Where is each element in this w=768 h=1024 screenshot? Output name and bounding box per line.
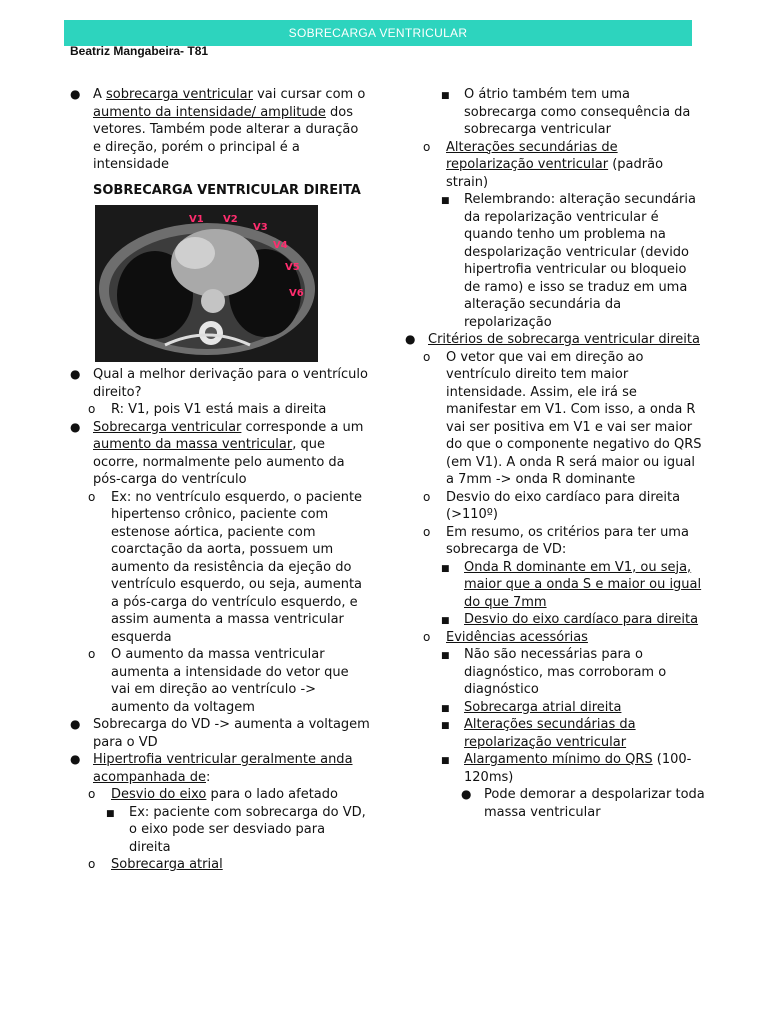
circle-bullet-icon: o xyxy=(423,139,431,154)
list-item: o Sobrecarga atrial xyxy=(88,857,223,872)
ecg-lead-label: V4 xyxy=(273,240,288,251)
list-item: o Alterações secundárias de repolarização ventricular (padrão strain) xyxy=(423,139,664,190)
list-item: ● Critérios de sobrecarga ventricular direita xyxy=(405,332,700,347)
left-column xyxy=(70,86,370,874)
ct-scan-graphic xyxy=(95,205,318,362)
list-item: ● Qual a melhor derivação para o ventrículo direito? xyxy=(70,367,368,400)
list-item: o Desvio do eixo para o lado afetado xyxy=(88,787,338,802)
square-bullet-icon: ■ xyxy=(441,196,450,206)
document-header-bar xyxy=(64,20,692,46)
list-item: ■ Alargamento mínimo do QRS (100-120ms) xyxy=(441,752,692,785)
section-heading: SOBRECARGA VENTRICULAR DIREITA xyxy=(93,182,361,198)
circle-bullet-icon: o xyxy=(423,524,431,539)
document-title: SOBRECARGA VENTRICULAR xyxy=(288,26,468,40)
right-column xyxy=(405,86,705,821)
list-item: ● A sobrecarga ventricular vai cursar com o aumento da intensidade/ amplitude dos vetores. Também pode alterar a duração e direção, porém o principal é a intensidade xyxy=(70,87,366,172)
list-item: ● Sobrecarga do VD -> aumenta a voltagem para o VD xyxy=(70,717,370,750)
bullet-icon: ● xyxy=(70,419,81,434)
circle-bullet-icon: o xyxy=(88,857,96,871)
list-item: ■ Não são necessárias para o diagnóstico, mas corroboram o diagnóstico xyxy=(441,647,667,697)
list-item: ● Hipertrofia ventricular geralmente anda acompanhada de: xyxy=(70,752,353,785)
circle-bullet-icon: o xyxy=(88,489,96,504)
square-bullet-icon: ■ xyxy=(441,563,450,574)
square-bullet-icon: ■ xyxy=(441,703,450,714)
bullet-icon: ● xyxy=(70,87,81,101)
list-item: o Evidências acessórias xyxy=(423,629,588,645)
square-bullet-icon: ■ xyxy=(441,756,450,766)
square-bullet-icon: ■ xyxy=(106,808,115,819)
ecg-lead-label: V6 xyxy=(289,288,304,299)
circle-bullet-icon: o xyxy=(88,647,96,661)
bullet-icon: ● xyxy=(461,787,472,801)
list-item: o Desvio do eixo cardíaco para direita (>110º) xyxy=(423,489,681,522)
square-bullet-icon: ■ xyxy=(441,616,450,626)
bullet-icon: ● xyxy=(70,367,81,381)
circle-bullet-icon: o xyxy=(88,787,96,801)
list-item: ■ O átrio também tem uma sobrecarga como consequência da sobrecarga ventricular xyxy=(441,87,691,137)
ecg-lead-label: V5 xyxy=(285,262,300,273)
list-item: o R: V1, pois V1 está mais a direita xyxy=(88,402,327,417)
square-bullet-icon: ■ xyxy=(441,91,450,101)
list-item: o O vetor que vai em direção ao ventrículo direito tem maior intensidade. Assim, ele irá se manifestar em V1. Com isso, a onda R vai ser positiva em V1 e vai ser maior do que o componente negativo do QRS (em V1). A onda R será maior ou igual a 7mm -> onda R dominante xyxy=(423,349,702,487)
list-item: ● Sobrecarga ventricular corresponde a um aumento da massa ventricular, que ocorre, normalmente pelo aumento da pós-carga do ventrículo xyxy=(70,419,364,487)
bullet-icon: ● xyxy=(70,717,81,731)
square-bullet-icon: ■ xyxy=(441,721,450,731)
list-item: ● Pode demorar a despolarizar toda massa ventricular xyxy=(461,787,705,820)
list-item: o Em resumo, os critérios para ter uma sobrecarga de VD: xyxy=(423,524,689,557)
ecg-lead-label: V2 xyxy=(223,214,238,225)
list-item: ■ Onda R dominante em V1, ou seja, maior que a onda S e maior ou igual do que 7mm xyxy=(441,559,702,610)
circle-bullet-icon: o xyxy=(423,349,431,364)
list-item: o Ex: no ventrículo esquerdo, o paciente hipertenso crônico, paciente com estenose aórtica, paciente com coarctação da aorta, possuem um aumento da resistência da ejeção do ventrículo esquerdo, ou seja, aumenta a pós-carga do ventrículo esquerdo, e assim aumenta a massa ventricular esquerda xyxy=(88,489,363,645)
bullet-icon: ● xyxy=(70,752,81,766)
author-name: Beatriz Mangabeira- T81 xyxy=(70,44,209,58)
list-item: ■ Desvio do eixo cardíaco para direita xyxy=(405,611,705,629)
ct-scan-image xyxy=(95,205,318,362)
circle-bullet-icon: o xyxy=(423,629,431,644)
square-bullet-icon: ■ xyxy=(441,651,450,661)
circle-bullet-icon: o xyxy=(423,489,431,504)
list-item: o O aumento da massa ventricular aumenta a intensidade do vetor que vai em direção ao ventrículo -> aumento da voltagem xyxy=(88,647,349,715)
ecg-lead-label: V1 xyxy=(189,214,204,225)
list-item: ■ Ex: paciente com sobrecarga do VD, o eixo pode ser desviado para direita xyxy=(106,804,366,855)
list-item: ■ Relembrando: alteração secundária da repolarização ventricular é quando tenho um problema na despolarização ventricular (devido hipertrofia ventricular ou bloqueio de ramo) e isso se traduz em uma alteração secundária da repolarização xyxy=(441,192,696,330)
ecg-lead-label: V3 xyxy=(253,222,268,233)
circle-bullet-icon: o xyxy=(88,402,96,416)
list-item: ■ Sobrecarga atrial direita xyxy=(405,699,705,717)
list-item: ■ Alterações secundárias da repolarização ventricular xyxy=(441,717,636,750)
bullet-icon: ● xyxy=(405,332,416,346)
